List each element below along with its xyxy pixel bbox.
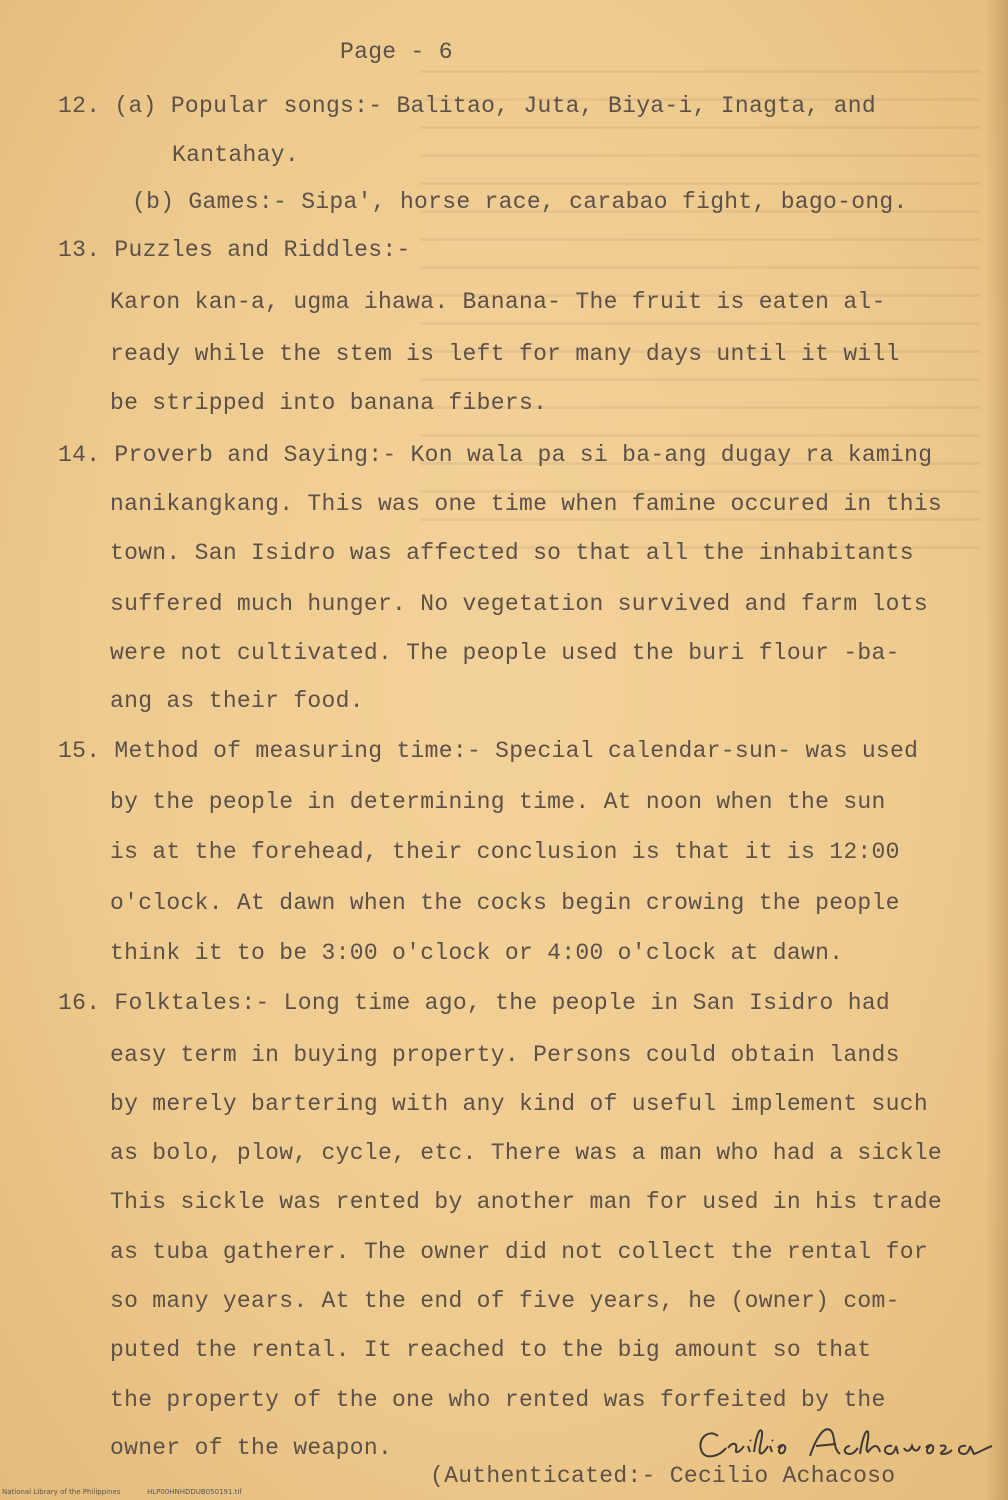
item-14-line-2: nanikangkang. This was one time when famine occured in this — [110, 491, 943, 517]
item-15-line-3: is at the forehead, their conclusion is that it is 12:00 — [110, 839, 900, 865]
item-16-line-9: the property of the one who rented was forfeited by the — [110, 1387, 886, 1413]
item-13-line-4: be stripped into banana fibers. — [110, 390, 548, 416]
footer-filename: HLP00HNHDDUB050191.tif — [146, 1488, 242, 1496]
item-12-line-3: (b) Games:- Sipa', horse race, carabao fight, bago-ong. — [132, 189, 908, 215]
item-14-line-1: 14. Proverb and Saying:- Kon wala pa si ba-ang dugay ra kaming — [58, 442, 933, 468]
item-13-line-1: 13. Puzzles and Riddles:- — [58, 237, 411, 263]
item-12-line-1: 12. (a) Popular songs:- Balitao, Juta, Biya-i, Inagta, and — [58, 93, 876, 119]
item-16-line-3: by merely bartering with any kind of useful implement such — [110, 1091, 928, 1117]
authentication-line: (Authenticated:- Cecilio Achacoso — [430, 1463, 896, 1489]
page-number: Page - 6 — [340, 39, 453, 65]
item-16-line-2: easy term in buying property. Persons could obtain lands — [110, 1042, 900, 1068]
item-15-line-4: o'clock. At dawn when the cocks begin crowing the people — [110, 890, 900, 916]
item-16-line-1: 16. Folktales:- Long time ago, the people in San Isidro had — [58, 990, 891, 1016]
item-16-line-5: This sickle was rented by another man for used in his trade — [110, 1189, 943, 1215]
item-13-line-2: Karon kan-a, ugma ihawa. Banana- The fruit is eaten al- — [110, 289, 886, 315]
item-16-line-10: owner of the weapon. — [110, 1435, 393, 1461]
footer-library: National Library of the Philippines — [2, 1488, 121, 1496]
item-12-line-2: Kantahay. — [172, 142, 299, 168]
item-14-line-6: ang as their food. — [110, 688, 364, 714]
item-16-line-7: so many years. At the end of five years, he (owner) com- — [110, 1288, 900, 1314]
item-14-line-4: suffered much hunger. No vegetation survived and farm lots — [110, 591, 928, 617]
item-15-line-5: think it to be 3:00 o'clock or 4:00 o'clock at dawn. — [110, 940, 844, 966]
item-13-line-3: ready while the stem is left for many days until it will — [110, 341, 900, 367]
item-16-line-8: puted the rental. It reached to the big amount so that — [110, 1337, 872, 1363]
item-14-line-3: town. San Isidro was affected so that all the inhabitants — [110, 540, 914, 566]
item-16-line-6: as tuba gatherer. The owner did not collect the rental for — [110, 1239, 928, 1265]
scan-footer — [2, 1488, 242, 1496]
item-15-line-1: 15. Method of measuring time:- Special calendar-sun- was used — [58, 738, 919, 764]
item-15-line-2: by the people in determining time. At noon when the sun — [110, 789, 886, 815]
item-16-line-4: as bolo, plow, cycle, etc. There was a man who had a sickle — [110, 1140, 943, 1166]
page-edge-shadow — [986, 0, 1008, 1500]
item-14-line-5: were not cultivated. The people used the buri flour -ba- — [110, 640, 900, 666]
